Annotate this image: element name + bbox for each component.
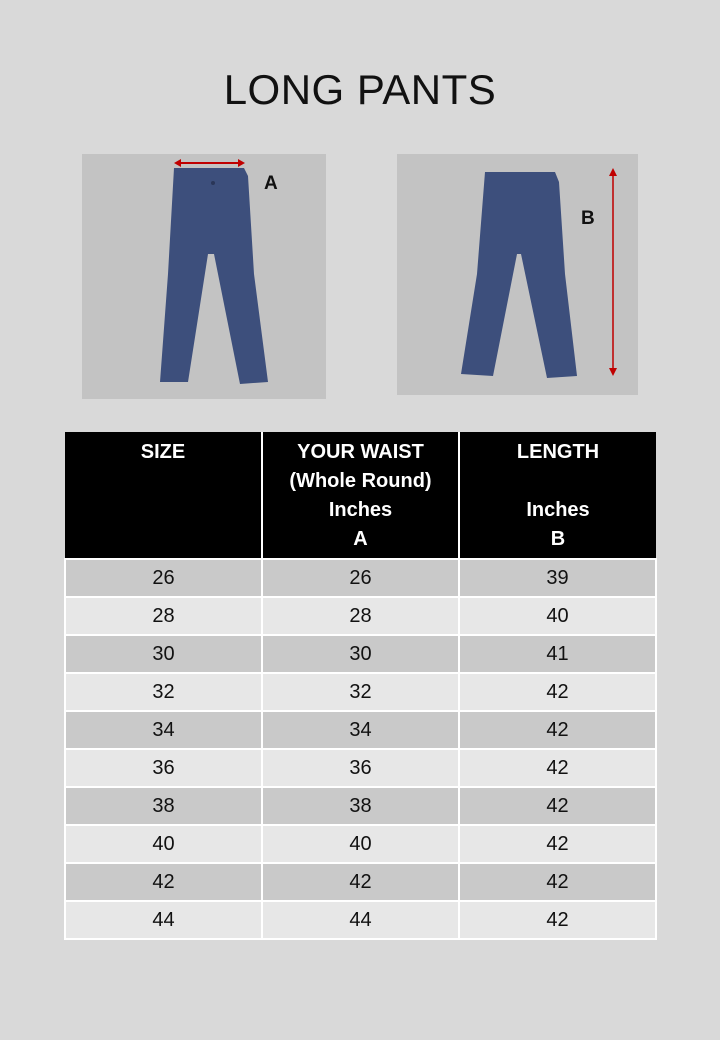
label-b: B xyxy=(581,208,595,229)
header-waist: YOUR WAIST (Whole Round) Inches A xyxy=(262,432,459,559)
table-header-row xyxy=(65,432,656,559)
table-row: 26 26 39 xyxy=(65,559,656,597)
table-row: 40 40 42 xyxy=(65,825,656,863)
table-row: 34 34 42 xyxy=(65,711,656,749)
size-chart-table xyxy=(64,432,657,940)
pants-back-icon xyxy=(397,154,638,395)
back-pants-photo xyxy=(397,154,638,395)
front-pants-photo xyxy=(82,154,326,399)
pants-front-icon xyxy=(82,154,326,399)
header-length: LENGTH Inches B xyxy=(459,432,656,559)
page-title: LONG PANTS xyxy=(223,66,497,113)
table-row: 30 30 41 xyxy=(65,635,656,673)
table-row: 38 38 42 xyxy=(65,787,656,825)
table-row: 42 42 42 xyxy=(65,863,656,901)
table-row: 32 32 42 xyxy=(65,673,656,711)
header-size: SIZE xyxy=(65,432,262,559)
table-row: 44 44 42 xyxy=(65,901,656,939)
table-row: 36 36 42 xyxy=(65,749,656,787)
table-row: 28 28 40 xyxy=(65,597,656,635)
label-a: A xyxy=(264,173,278,194)
